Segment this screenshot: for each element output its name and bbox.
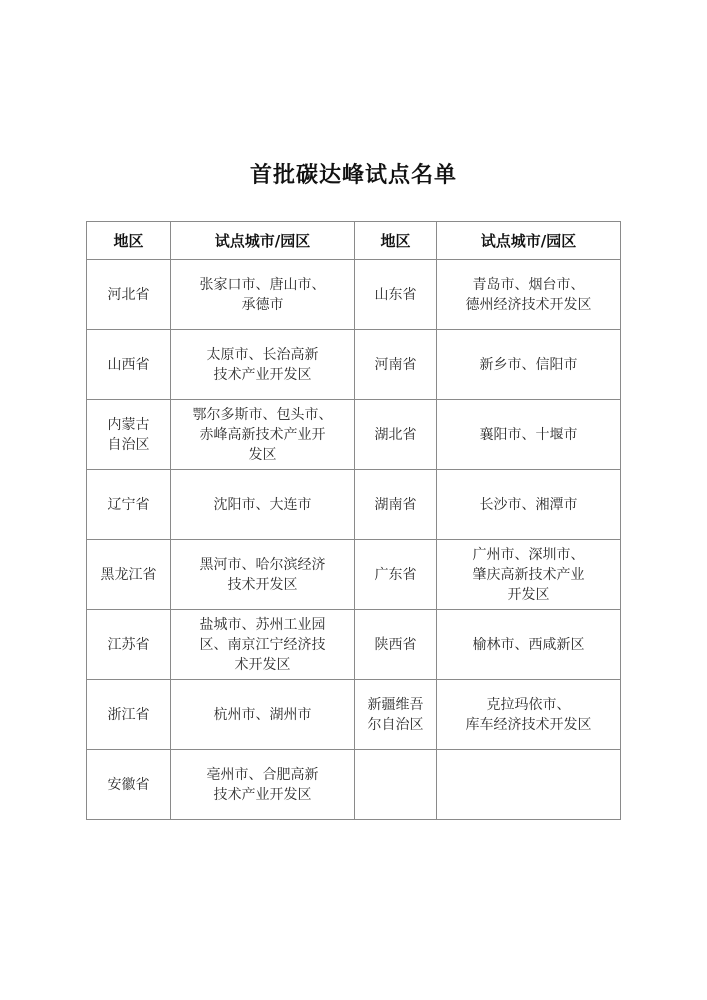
cities-cell: 克拉玛依市、 库车经济技术开发区 [437,680,621,750]
region-cell: 安徽省 [87,750,171,820]
region-cell: 河北省 [87,260,171,330]
region-cell: 陕西省 [355,610,437,680]
cities-cell: 沈阳市、大连市 [171,470,355,540]
region-cell: 湖北省 [355,400,437,470]
table-row [87,680,621,750]
cities-cell: 杭州市、湖州市 [171,680,355,750]
region-cell: 山东省 [355,260,437,330]
region-cell: 河南省 [355,330,437,400]
cities-cell: 亳州市、合肥高新 技术产业开发区 [171,750,355,820]
region-cell: 内蒙古 自治区 [87,400,171,470]
header-region-left: 地区 [87,222,171,260]
table-row [87,750,621,820]
header-cities-left: 试点城市/园区 [171,222,355,260]
cities-cell: 盐城市、苏州工业园 区、南京江宁经济技 术开发区 [171,610,355,680]
table-row [87,260,621,330]
region-cell [355,750,437,820]
header-region-right: 地区 [355,222,437,260]
cities-cell: 长沙市、湘潭市 [437,470,621,540]
cities-cell: 鄂尔多斯市、包头市、 赤峰高新技术产业开 发区 [171,400,355,470]
pilot-list-table [86,221,621,820]
cities-cell: 广州市、深圳市、 肇庆高新技术产业 开发区 [437,540,621,610]
region-cell: 山西省 [87,330,171,400]
region-cell: 新疆维吾 尔自治区 [355,680,437,750]
cities-cell: 青岛市、烟台市、 德州经济技术开发区 [437,260,621,330]
cities-cell: 黑河市、哈尔滨经济 技术开发区 [171,540,355,610]
cities-cell [437,750,621,820]
table-row [87,540,621,610]
table-row [87,400,621,470]
header-cities-right: 试点城市/园区 [437,222,621,260]
region-cell: 湖南省 [355,470,437,540]
cities-cell: 襄阳市、十堰市 [437,400,621,470]
cities-cell: 榆林市、西咸新区 [437,610,621,680]
region-cell: 浙江省 [87,680,171,750]
cities-cell: 太原市、长治高新 技术产业开发区 [171,330,355,400]
table-row [87,470,621,540]
table-row [87,330,621,400]
region-cell: 辽宁省 [87,470,171,540]
region-cell: 广东省 [355,540,437,610]
region-cell: 黑龙江省 [87,540,171,610]
cities-cell: 新乡市、信阳市 [437,330,621,400]
cities-cell: 张家口市、唐山市、 承德市 [171,260,355,330]
region-cell: 江苏省 [87,610,171,680]
table-header-row [87,222,621,260]
page-title: 首批碳达峰试点名单 [249,162,457,188]
table-row [87,610,621,680]
